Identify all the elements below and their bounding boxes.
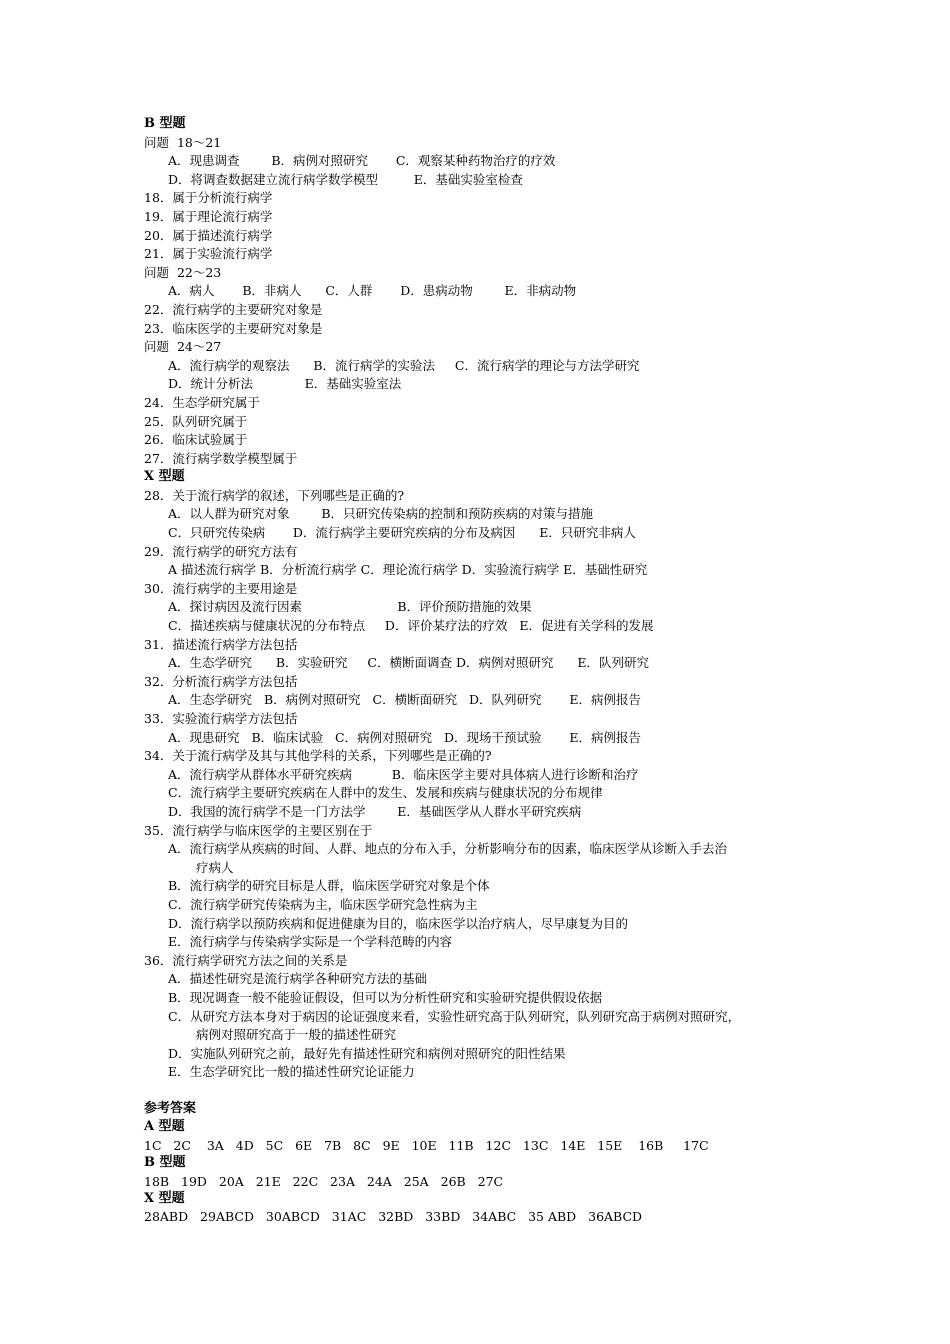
- options-34-a-b: A．流行病学从群体水平研究疾病 B．临床医学主要对具体病人进行诊断和治疗: [168, 766, 639, 782]
- question-21: 21．属于实验流行病学: [144, 246, 273, 262]
- option-36-c: C．从研究方法本身对于病因的论证强度来看，实验性研究高于队列研究，队列研究高于病例对照研究，: [168, 1008, 741, 1024]
- options-30-row1: A．探讨病因及流行因素 B．评价预防措施的效果: [168, 599, 532, 615]
- option-36-b: B．现况调查一般不能验证假设，但可以为分析性研究和实验研究提供假设依据: [168, 989, 603, 1005]
- options-28-row2: C．只研究传染病 D．流行病学主要研究疾病的分布及病因 E．只研究非病人: [168, 525, 636, 541]
- question-34: 34．关于流行病学及其与其他学科的关系，下列哪些是正确的?: [144, 748, 492, 764]
- option-36-e: E．生态学研究比一般的描述性研究论证能力: [168, 1064, 415, 1080]
- answers-a-title: A 型题: [144, 1119, 185, 1135]
- question-24: 24．生态学研究属于: [144, 394, 260, 410]
- answers-b-line: 18B 19D 20A 21E 22C 23A 24A 25A 26B 27C: [144, 1173, 504, 1189]
- option-36-c-continued: 病例对照研究高于一般的描述性研究: [196, 1027, 397, 1043]
- answers-x-line: 28ABD 29ABCD 30ABCD 31AC 32BD 33BD 34ABC 35 ABD 36ABCD: [144, 1209, 643, 1225]
- question-20: 20．属于描述流行病学: [144, 227, 273, 243]
- option-36-a: A．描述性研究是流行病学各种研究方法的基础: [168, 971, 428, 987]
- answers-x-title: X 型题: [144, 1190, 185, 1206]
- question-18: 18．属于分析流行病学: [144, 190, 273, 206]
- option-36-d: D．实施队列研究之前，最好先有描述性研究和病例对照研究的阳性结果: [168, 1045, 566, 1061]
- answers-b-title: B 型题: [144, 1155, 186, 1171]
- question-30: 30．流行病学的主要用途是: [144, 580, 298, 596]
- option-35-b: B．流行病学的研究目标是人群，临床医学研究对象是个体: [168, 878, 490, 894]
- options-30-row2: C．描述疾病与健康状况的分布特点 D．评价某疗法的疗效 E．促进有关学科的发展: [168, 618, 654, 634]
- options-28-row1: A．以人群为研究对象 B．只研究传染病的控制和预防疾病的对策与措施: [168, 506, 594, 522]
- question-27: 27．流行病学数学模型属于: [144, 450, 298, 466]
- options-32: A．生态学研究 B．病例对照研究 C．横断面研究 D．队列研究 E．病例报告: [168, 692, 641, 708]
- question-33: 33．实验流行病学方法包括: [144, 711, 298, 726]
- question-group-18-21: 问题 18～21: [144, 134, 222, 150]
- question-19: 19．属于理论流行病学: [144, 208, 273, 224]
- option-35-d: D．流行病学以预防疾病和促进健康为目的，临床医学以治疗病人，尽早康复为目的: [168, 915, 629, 931]
- answers-a-line: 1C 2C 3A 4D 5C 6E 7B 8C 9E 10E 11B 12C 13C 14E 15E 16B 17C: [144, 1138, 709, 1154]
- question-22: 22．流行病学的主要研究对象是: [144, 301, 323, 317]
- options-34-d-e: D．我国的流行病学不是一门方法学 E．基础医学从人群水平研究疾病: [168, 803, 582, 819]
- option-35-a-continued: 疗病人: [196, 859, 234, 875]
- option-35-a: A．流行病学从疾病的时间、人群、地点的分布入手，分析影响分布的因素，临床医学从诊断入手去治: [168, 841, 728, 857]
- question-26: 26．临床试验属于: [144, 432, 248, 448]
- question-28: 28．关于流行病学的叙述，下列哪些是正确的?: [144, 487, 405, 503]
- options-31: A．生态学研究 B．实验研究 C．横断面调查 D．病例对照研究 E．队列研究: [168, 655, 649, 671]
- question-group-22-23: 问题 22～23: [144, 264, 222, 280]
- section-title-b: B 型题: [144, 116, 186, 131]
- question-32: 32．分析流行病学方法包括: [144, 673, 298, 689]
- answers-title: 参考答案: [144, 1100, 197, 1116]
- section-title-x: X 型题: [144, 469, 185, 485]
- question-29: 29．流行病学的研究方法有: [144, 543, 298, 559]
- options-34-c: C．流行病学主要研究疾病在人群中的发生、发展和疾病与健康状况的分布规律: [168, 785, 603, 801]
- document-page: [144, 115, 844, 1225]
- option-35-e: E．流行病学与传染病学实际是一个学科范畴的内容: [168, 934, 453, 950]
- question-23: 23．临床医学的主要研究对象是: [144, 320, 323, 336]
- question-25: 25．队列研究属于: [144, 413, 248, 429]
- options-18-21-row1: A．现患调查 B．病例对照研究 C．观察某种药物治疗的疗效: [168, 153, 556, 169]
- option-35-c: C．流行病学研究传染病为主，临床医学研究急性病为主: [168, 896, 478, 912]
- question-35: 35．流行病学与临床医学的主要区别在于: [144, 822, 373, 838]
- options-33: A．现患研究 B．临床试验 C．病例对照研究 D．现场干预试验 E．病例报告: [168, 729, 641, 745]
- options-29: A 描述流行病学 B．分析流行病学 C．理论流行病学 D．实验流行病学 E．基础性研究: [168, 562, 648, 578]
- options-18-21-row2: D．将调查数据建立流行病学数学模型 E．基础实验室检查: [168, 171, 523, 187]
- options-24-27-row1: A．流行病学的观察法 B．流行病学的实验法 C．流行病学的理论与方法学研究: [168, 357, 640, 373]
- options-22-23: A．病人 B．非病人 C．人群 D．患病动物 E．非病动物: [168, 283, 577, 299]
- question-group-24-27: 问题 24～27: [144, 339, 222, 355]
- question-31: 31．描述流行病学方法包括: [144, 636, 298, 652]
- question-36: 36．流行病学研究方法之间的关系是: [144, 952, 348, 968]
- spacer: [144, 1082, 844, 1100]
- options-24-27-row2: D．统计分析法 E．基础实验室法: [168, 376, 402, 392]
